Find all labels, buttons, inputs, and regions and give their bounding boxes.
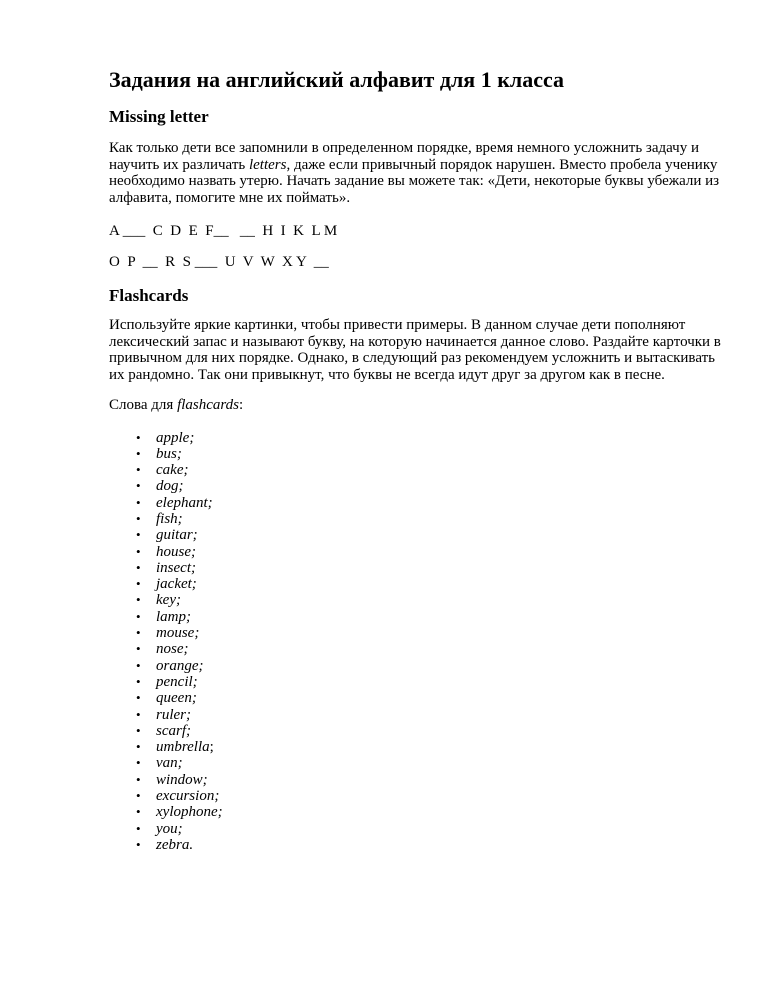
bullet-icon: • [136,739,141,755]
list-item [109,560,729,576]
alphabet-exercise-line-1: A ___ C D E F__ __ H I K L M [109,223,338,239]
word-suffix: ; [209,739,214,756]
bullet-icon: • [136,690,141,706]
bullet-icon: • [136,673,141,689]
flashcard-word: dog; [156,478,184,495]
bullet-icon: • [136,788,141,804]
flashcard-word: you; [156,820,183,837]
flashcard-word: orange; [156,657,204,674]
flashcard-word: jacket; [156,576,197,593]
list-item [109,755,729,771]
bullet-icon: • [136,445,141,461]
flashcard-word: scarf; [156,722,191,739]
list-item [109,625,729,641]
page-title: Задания на английский алфавит для 1 класса [109,67,565,92]
flashcard-word: cake; [156,462,189,479]
missing-letter-paragraph [109,140,729,206]
section-heading-missing-letter: Missing letter [109,107,209,126]
list-item [109,495,729,511]
list-item [109,658,729,674]
bullet-icon: • [136,478,141,494]
flashcard-word: umbrella [156,739,210,756]
bullet-icon: • [136,510,141,526]
flashcard-word: guitar; [156,527,198,544]
list-item [109,478,729,494]
bullet-icon: • [136,592,141,608]
flashcard-word: nose; [156,641,189,658]
flashcard-word: window; [156,771,208,788]
bullet-icon: • [136,722,141,738]
bullet-icon: • [136,641,141,657]
list-item [109,511,729,527]
flashcard-word: fish; [156,510,183,527]
flashcard-word: insect; [156,559,196,576]
list-item [109,527,729,543]
flashcard-word: xylophone; [156,804,223,821]
flashcard-word: elephant; [156,494,213,511]
bullet-icon: • [136,608,141,624]
list-item [109,430,729,446]
bullet-icon: • [136,755,141,771]
bullet-icon: • [136,706,141,722]
flashcard-word: apple; [156,429,195,446]
list-item [109,576,729,592]
flashcard-word: ruler; [156,706,191,723]
bullet-icon: • [136,804,141,820]
list-item [109,837,729,853]
list-item [109,462,729,478]
list-item [109,804,729,820]
flashcard-word: zebra. [156,836,194,853]
bullet-icon: • [136,836,141,852]
bullet-icon: • [136,527,141,543]
list-item [109,674,729,690]
list-item [109,446,729,462]
words-intro-emphasis: flashcards [177,397,240,413]
alphabet-exercise-line-2: O P __ R S ___ U V W X Y __ [109,254,329,270]
section-heading-flashcards: Flashcards [109,286,189,305]
list-item [109,821,729,837]
flashcard-word-list [109,430,729,854]
bullet-icon: • [136,462,141,478]
flashcard-word: lamp; [156,608,191,625]
list-item [109,641,729,657]
bullet-icon: • [136,820,141,836]
list-item [109,690,729,706]
bullet-icon: • [136,657,141,673]
list-item [109,723,729,739]
words-intro-colon: : [239,397,244,413]
list-item [109,544,729,560]
bullet-icon: • [136,625,141,641]
paragraph-text: , даже если привычный порядок нарушен. Вместо пробела ученику необходимо назвать утерю. Начать задание вы можете так: «Дети, некоторые буквы убежали из алфавита, помогите мне их поймать». [109,156,720,206]
flashcard-word: pencil; [156,673,198,690]
flashcard-word: excursion; [156,788,220,805]
flashcard-word: house; [156,543,196,560]
list-item [109,707,729,723]
paragraph-text: Как только дети все запомнили в определенном порядке, время немного усложнить задачу и научить их различать [109,140,700,173]
flashcard-word: mouse; [156,625,200,642]
flashcard-word: van; [156,755,183,772]
paragraph-emphasis: letters [248,156,287,173]
list-item [109,772,729,788]
list-item [109,609,729,625]
flashcard-word: queen; [156,690,197,707]
document-page [109,66,729,853]
bullet-icon: • [136,559,141,575]
bullet-icon: • [136,576,141,592]
words-intro-text: Слова для [109,397,178,413]
words-intro [109,397,729,414]
bullet-icon: • [136,543,141,559]
bullet-icon: • [136,494,141,510]
bullet-icon: • [136,429,141,445]
list-item [109,788,729,804]
flashcard-word: key; [156,592,181,609]
list-item [109,739,729,755]
bullet-icon: • [136,771,141,787]
flashcard-word: bus; [156,445,182,462]
flashcards-paragraph: Используйте яркие картинки, чтобы привести примеры. В данном случае дети пополняют лексический запас и называют букву, на которую начинается данное слово. Раздайте карточки в привычном для них порядке. Однако, в следующий раз рекомендуем усложнить и вытаскивать их рандомно. Так они привыкнут, что буквы не всегда идут друг за другом как в песне. [109,317,721,383]
list-item [109,592,729,608]
